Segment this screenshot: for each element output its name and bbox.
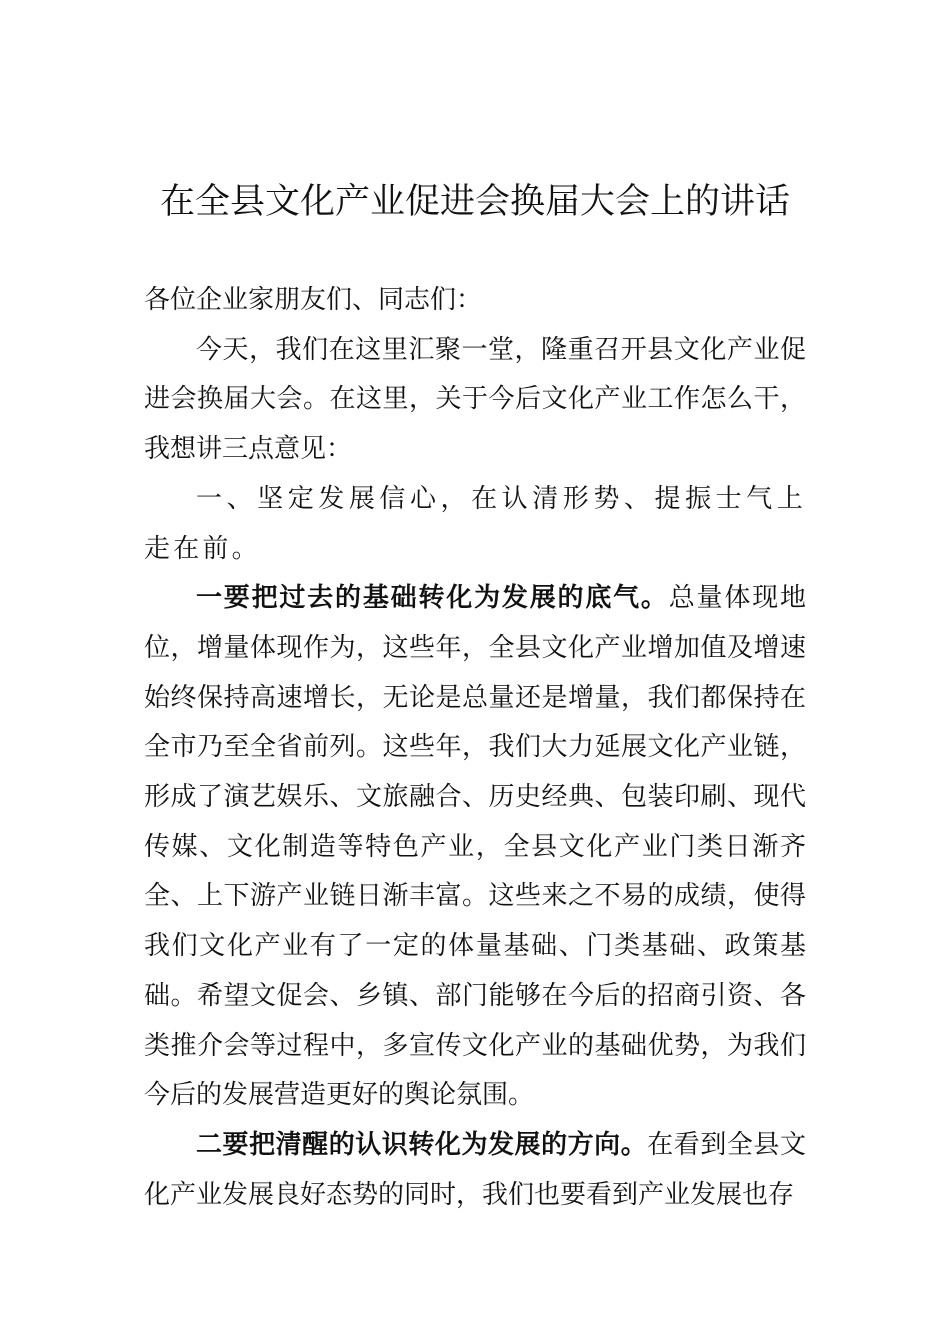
point-1-paragraph (144, 574, 806, 1121)
salutation: 各位企业家朋友们、同志们： (144, 285, 483, 315)
intro-paragraph: 今天，我们在这里汇聚一堂，隆重召开县文化产业促进会换届大会。在这里，关于今后文化产业工作怎么干，我想讲三点意见： (144, 334, 806, 465)
section-1-heading: 一、坚定发展信心，在认清形势、提振士气上走在前。 (144, 483, 806, 564)
document-body (144, 276, 806, 1220)
point-2-paragraph (144, 1121, 806, 1220)
point-2-body: 在看到全县文化产业发展良好态势的同时，我们也要看到产业发展也存 (144, 1129, 806, 1210)
point-1-lead: 一要把过去的基础转化为发展的底气。 (196, 583, 669, 614)
point-2-lead: 二要把清醒的认识转化为发展的方向。 (196, 1129, 648, 1160)
point-1-body: 总量体现地位，增量体现作为，这些年，全县文化产业增加值及增速始终保持高速增长，无论是总量还是增量，我们都保持在全市乃至全省前列。这些年，我们大力延展文化产业链，形成了演艺娱乐、文旅融合、历史经典、包装印刷、现代传媒、文化制造等特色产业，全县文化产业门类日渐齐全、上下游产业链日渐丰富。这些来之不易的成绩，使得我们文化产业有了一定的体量基础、门类基础、政策基础。希望文促会、乡镇、部门能够在今后的招商引资、各类推介会等过程中，多宣传文化产业的基础优势，为我们今后的发展营造更好的舆论氛围。 (144, 583, 806, 1111)
document-title: 在全县文化产业促进会换届大会上的讲话 (159, 182, 790, 222)
